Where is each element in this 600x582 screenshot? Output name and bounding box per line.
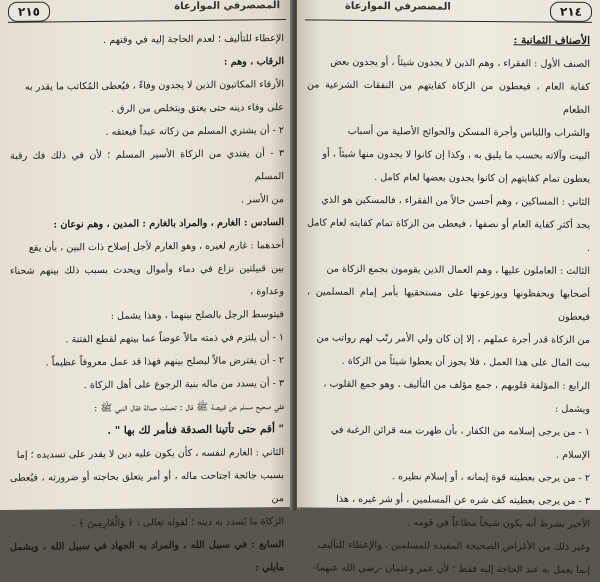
text-line: الصنف الأول : الفقراء ، وهم الذين لا يجدون شيئاً ، أو يجدون بعض — [330, 56, 590, 70]
text-line: يعطون تمام كفايتهم إن كانوا يجدون بعضها لعام كامل . — [374, 172, 590, 185]
section-title: الأصناف الثمانية : — [513, 34, 590, 47]
text-line: الرابع : المؤلفة قلوبهم ، جمع مؤلف من التأليف ، وهو جمع القلوب ، — [323, 378, 590, 392]
text-line: الرقاب ، وهم : — [223, 56, 284, 68]
text-line: فيتوسط الرجل بالصلح بينهما ، وهذا يشمل : — [110, 309, 284, 322]
right-page-body — [307, 27, 590, 576]
text-line: ١ - أن يلتزم في ذمته مالاً عوضاً عما بينهم لقطع الفتنة . — [65, 332, 284, 346]
text-line: الثالث : العاملون عليها ، وهم العمال الذين يقومون بجمع الزكاة من — [326, 263, 590, 277]
right-page-header — [305, 0, 592, 23]
text-line: يجد أكثر كفاية العام أو نصفها ، فيعطى من الزكاة تمام كفايته لعام كامل . — [307, 217, 590, 254]
left-page-header — [8, 0, 286, 23]
text-line: والشراب واللباس وأجرة المسكن والحوائج الأصلية من أسباب — [347, 125, 590, 139]
text-line: الأخير بشرط أنه يكون شيخاً مطاعاً في قومه . — [407, 517, 590, 530]
hadith-quote: " أقم حتى تأتينا الصدقة فنأمر لك بها " . — [107, 423, 284, 437]
text-line: بين قبيلتين نزاع في دماء وأموال ويحدث بسبب ذلك بينهم شحناء وعداوة ، — [10, 263, 284, 298]
text-line: بسبب جائحة اجتاحت ماله ، أو أمر يتعلق بحاجته أو ضرورته ، فيُعطى من — [10, 470, 284, 505]
text-line: على وفاء دينه حتى يعتق ويتخلص من الرق . — [110, 102, 284, 115]
text-line: وغير ذلك من الأغراض الصحيحة المفيدة للمسلمين ، والإعطاء للتأليف — [317, 539, 590, 553]
text-line: الثاني : المساكين ، وهم أحسن حالاً من الفقراء ، فالمسكين هو الذي — [321, 194, 590, 208]
text-line: ويشمل : — [555, 403, 590, 415]
text-line: أصحابها ويحفظونها ويوزعونها على مستحقيها بأمر إمام المسلمين ، فيعطون — [307, 286, 590, 323]
right-page-number: ٢١٤ — [550, 2, 592, 22]
text-line: ٣ - أن يسدد من ماله بنية الرجوع على أهل الزكاة . — [83, 378, 284, 392]
text-line: ٢ - أن يقترض مالاً ليصلح بينهم فهذا قد عمل معروفاً عظيماً . — [45, 355, 284, 369]
right-page — [297, 0, 600, 576]
text-line: البيت وآلاته بحسب ما يليق به ، وكذا إن كانوا لا يجدون منها شيئاً ، أو — [322, 148, 590, 162]
text-line: الزكاة ما يُسدد به دينه ؛ لقوله تعالى : ﴿ وَالْغَارِمِينَ ﴾ . — [72, 516, 284, 530]
text-line: ففي صحيح مسلم عن قبيصة ﷺ قال : تحملت حمالة فقال النبي ﷺ : — [94, 401, 284, 415]
text-line: أحدهما : غارم لغيره ، وهو الغارم لأجل إصلاح ذات البين ، بأن يقع — [28, 240, 284, 254]
text-line: ٣ - من يرجى بعطيته كف شره عن المسلمين ، أو شر غيره ، هذا — [336, 493, 590, 507]
text-line: ٣ - أن يفتدي من الزكاة الأسير المسلم ؛ لأن في ذلك فك رقبة المسلم — [10, 148, 284, 183]
left-page — [0, 0, 294, 574]
text-line: كفاية العام ، فيعطون من الزكاة كفايتهم من النفقات الشرعية من الطعام — [307, 79, 590, 116]
text-line: بيت المال على هذا العمل ، فلا يجوز أن يعطوا شيئاً من الزكاة . — [341, 355, 590, 369]
text-line: ٢ - من يرجى بعطيته قوة إيمانه ، أو إسلام نظيره . — [391, 471, 590, 484]
text-line: الإسلام . — [556, 449, 590, 461]
text-line: من الزكاة قدر أجرة عملهم ، إلا إن كان ولي الأمر رتّب لهم رواتب من — [316, 332, 590, 346]
left-running-head: المصصرفي الموارعاة — [174, 0, 280, 13]
text-line: من الأسر . — [240, 194, 284, 206]
text-line: ١ - من يرجى إسلامه من الكفار ، بأن ظهرت منه قرائن الرغبة في — [330, 424, 590, 438]
text-line: الأرقاء المكاتبون الذين لا يجدون وفاءً ، فيُعطى المُكاتب ما يقدر به — [24, 79, 284, 93]
right-running-head: المصصرفي الموارعاة — [345, 0, 451, 13]
text-line: ٢ - أن يشتري المسلم من زكاته عبداً فيعتقه . — [105, 125, 284, 138]
left-page-number: ٢١٥ — [8, 1, 50, 21]
text-line: الإعطاء للتأليف ؛ لعدم الحاجة إليه في وقتهم . — [103, 33, 284, 46]
text-line: الثاني : الغارم لنفسه ، كأن يكون عليه دين لا يقدر على تسديده ؛ إما — [16, 447, 284, 461]
text-line: إنما يعمل به عند الحاجة إليه فقط ؛ لأن عمر وعثمان -رضي الله عنهما- — [313, 562, 590, 576]
text-line: السابع : في سبيل الله ، والمراد به الجهاد في سبيل الله ، ويشمل مايلي : — [10, 539, 284, 574]
left-page-body — [10, 27, 284, 574]
text-line: السادس : الغارم ، والمراد بالغارم : المدين ، وهم نوعان : — [53, 217, 284, 231]
